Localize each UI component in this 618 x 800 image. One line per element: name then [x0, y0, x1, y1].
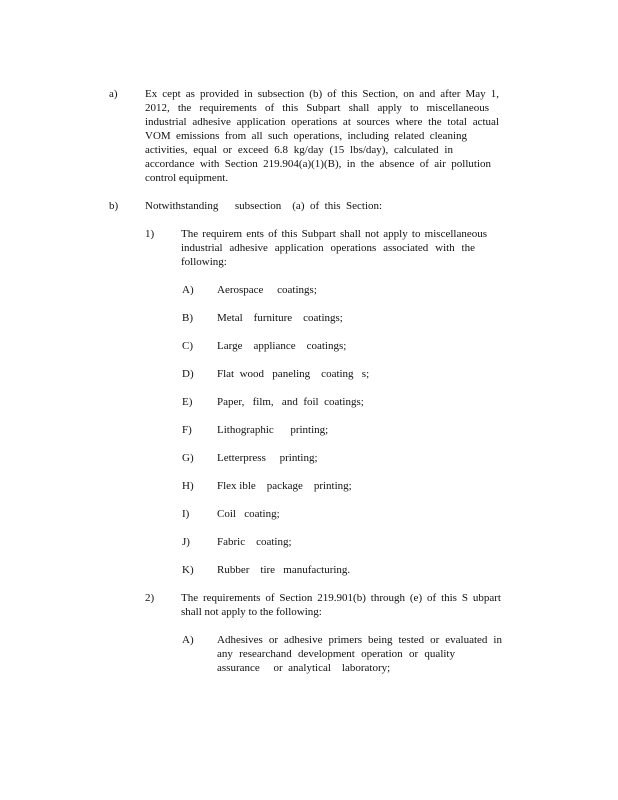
list-item-label: B) [182, 312, 193, 324]
list-item-text: Lithographic printing; [217, 424, 329, 436]
list-item-label: A) [182, 634, 194, 646]
list-item-line: Adhesives or adhesive primers being tested or evaluated in [217, 634, 502, 646]
list-item-label: E) [182, 396, 193, 408]
para-a-line: 2012, the requirements of this Subpart shall apply to miscellaneous [145, 102, 489, 114]
list-item-label: D) [182, 368, 194, 380]
list-item-label: G) [182, 452, 194, 464]
para-a-line: accordance with Section 219.904(a)(1)(B), in the absence of air pollution [145, 158, 491, 170]
list-item-label: I) [182, 508, 190, 520]
list-item-text: Letterpress printing; [217, 452, 318, 464]
list-item-text: Fabric coating; [217, 536, 292, 548]
sub-2-label: 2) [145, 592, 155, 604]
sub-2-line: The requirements of Section 219.901(b) through (e) of this S ubpart [181, 592, 501, 604]
para-a-label: a) [109, 88, 118, 100]
para-b-label: b) [109, 200, 119, 212]
list-item-text: Rubber tire manufacturing. [217, 564, 351, 576]
list-item-text: Aerospace coatings; [217, 284, 317, 296]
list-item-text: Paper, film, and foil coatings; [217, 396, 364, 408]
list-item-label: K) [182, 564, 194, 576]
list-item-text: Metal furniture coatings; [217, 312, 343, 324]
list-item-label: J) [182, 536, 190, 548]
list-item-label: C) [182, 340, 193, 352]
list-item-label: A) [182, 284, 194, 296]
para-a-line: industrial adhesive application operations at sources where the total actual [145, 116, 499, 128]
list-item-text: Large appliance coatings; [217, 340, 347, 352]
sub-1-label: 1) [145, 228, 155, 240]
list-item-text: Flex ible package printing; [217, 480, 352, 492]
para-a-line: VOM emissions from all such operations, including related cleaning [145, 130, 467, 142]
list-item-line: assurance or analytical laboratory; [217, 662, 391, 674]
list-item-label: H) [182, 480, 194, 492]
list-item-label: F) [182, 424, 192, 436]
list-item-text: Coil coating; [217, 508, 280, 520]
para-a-line: activities, equal or exceed 6.8 kg/day (15 lbs/day), calculated in [145, 144, 453, 156]
sub-1-line: industrial adhesive application operations associated with the [181, 242, 475, 254]
sub-1-line: following: [181, 256, 227, 268]
sub-1-line: The requirem ents of this Subpart shall not apply to miscellaneous [181, 228, 487, 240]
list-item-line: any researchand development operation or quality [217, 648, 455, 660]
para-a-line: Ex cept as provided in subsection (b) of this Section, on and after May 1, [145, 88, 499, 100]
para-b-text: Notwithstanding subsection (a) of this Section: [145, 200, 383, 212]
list-item-text: Flat wood paneling coating s; [217, 368, 370, 380]
sub-2-line: shall not apply to the following: [181, 606, 322, 618]
para-a-line: control equipment. [145, 172, 229, 184]
